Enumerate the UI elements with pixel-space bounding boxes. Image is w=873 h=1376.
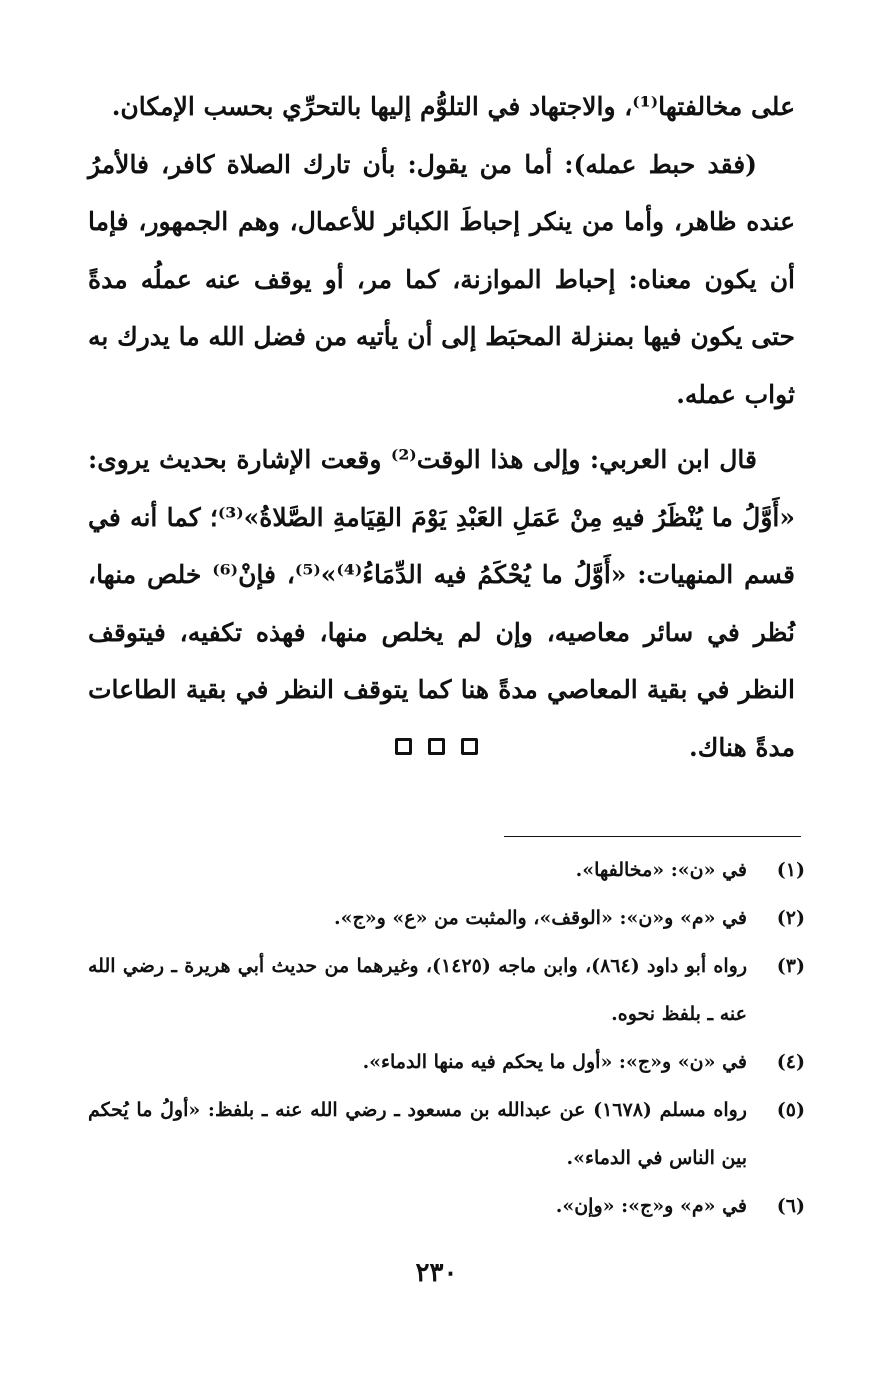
- footnote-text: رواه أبو داود (٨٦٤)، وابن ماجه (١٤٢٥)، وغيرهما من حديث أبي هريرة ـ رضي الله عنه ـ بلفظ نحوه.: [88, 955, 748, 1025]
- page-number: ٢٣٠: [415, 1258, 458, 1288]
- footnotes: [88, 846, 805, 1230]
- section-ornament: [0, 738, 873, 759]
- ornament-square-icon: [428, 738, 445, 755]
- footnote-text: رواه مسلم (١٦٧٨) عن عبدالله بن مسعود ـ رضي الله عنه ـ بلفظ: «أولُ ما يُحكم بين الناس في الدماء».: [88, 1099, 747, 1169]
- paragraph-1: على مخالفتها⁽¹⁾، والاجتهاد في التلوُّم إليها بالتحرِّي بحسب الإمكان.: [111, 92, 795, 121]
- footnote-text: في «ن» و«ج»: «أول ما يحكم فيه منها الدماء».: [362, 1051, 747, 1073]
- footnote: [88, 1038, 805, 1086]
- footnote-number: (٤): [776, 1051, 805, 1073]
- footnote-divider: [504, 836, 801, 837]
- footnote-number: (٢): [776, 907, 805, 929]
- footnote-number: (٣): [776, 955, 805, 977]
- footnote: [88, 894, 805, 942]
- footnote: [88, 846, 805, 894]
- paragraph-2: (فقد حبط عمله): أما من يقول: بأن تارك الصلاة كافر، فالأمرُ عنده ظاهر، وأما من ينكر إحباطَ الكبائر للأعمال، وهم الجمهور، فإما أن يكون معناه: إحباط الموازنة، كما مر، أو يوقف عنه عملُه مدةً حتى يكون فيها بمنزلة المحبَط إلى أن يأتيه من فضل الله ما يدرك به ثواب عمله.: [88, 149, 795, 409]
- footnote-number: (٥): [776, 1099, 805, 1121]
- footnote-number: (١): [776, 859, 805, 881]
- footnote: [88, 1182, 805, 1230]
- footnote-text: في «م» و«ن»: «الوقف»، والمثبت من «ع» و«ج».: [333, 907, 747, 929]
- footnote-number: (٦): [776, 1195, 805, 1217]
- footnote: [88, 942, 805, 1038]
- footnote-text: في «م» و«ج»: «وإن».: [555, 1195, 747, 1217]
- footnote: [88, 1086, 805, 1182]
- paragraph-3: قال ابن العربي: وإلى هذا الوقت⁽²⁾ وقعت الإشارة بحديث يروى: «أَوَّلُ ما يُنْظَرُ فيهِ مِنْ عَمَلِ العَبْدِ يَوْمَ القِيَامةِ الصَّلاةُ»⁽³⁾؛ كما أنه في قسم المنهيات: «أَوَّلُ ما يُحْكَمُ فيه الدِّمَاءُ⁽⁴⁾»⁽⁵⁾، فإنْ⁽⁶⁾ خلص منها، نُظر في سائر معاصيه، وإن لم يخلص منها، فهذه تكفيه، فيتوقف النظر في بقية المعاصي مدةً هنا كما يتوقف النظر في بقية الطاعات مدةً هناك.: [88, 445, 795, 762]
- ornament-square-icon: [461, 738, 478, 755]
- main-text: [88, 78, 795, 776]
- footnote-text: في «ن»: «مخالفها».: [575, 859, 747, 881]
- ornament-square-icon: [395, 738, 412, 755]
